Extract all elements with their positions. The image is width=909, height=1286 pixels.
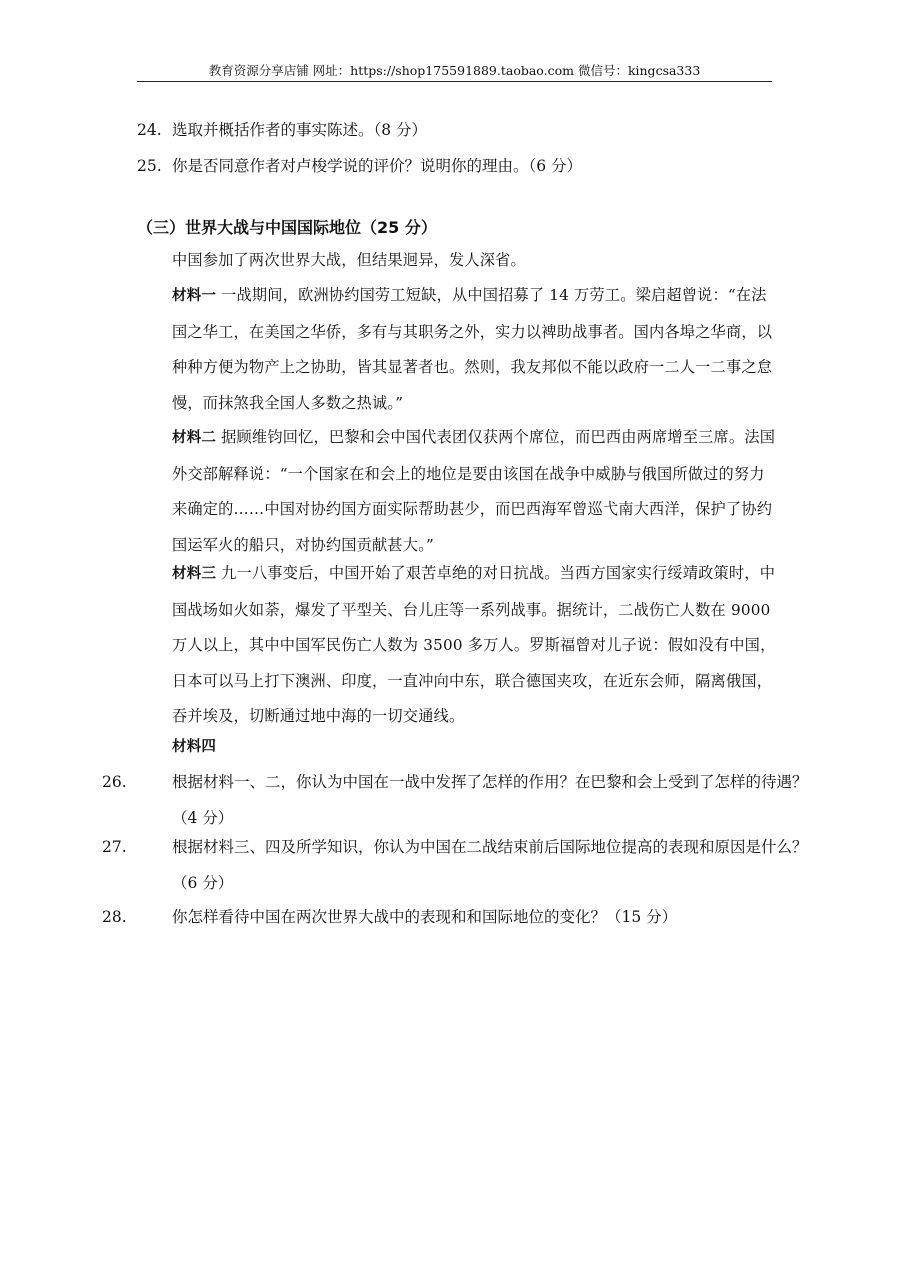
question-text: 你是否同意作者对卢梭学说的评价？说明你的理由。（6 分） (172, 157, 583, 175)
material-label: 材料二 (172, 430, 217, 446)
question-text: 根据材料一、二，你认为中国在一战中发挥了怎样的作用？在巴黎和会上受到了怎样的待遇？（4 分） (172, 773, 808, 827)
material-3 (172, 556, 780, 735)
question-text: 根据材料三、四及所学知识，你认为中国在二战结束前后国际地位提高的表现和原因是什么？（6 分） (172, 838, 808, 892)
question-text: 选取并概括作者的事实陈述。（8 分） (172, 121, 428, 139)
material-text: 据顾维钧回忆，巴黎和会中国代表团仅获两个席位，而巴西由两席增至三席。法国外交部解释说：“一个国家在和会上的地位是要由该国在战争中威胁与俄国所做过的努力来确定的……中国对协约国方面实际帮助甚少，而巴西海军曾巡弋南大西洋，保护了协约国运军火的船只，对协约国贡献甚大。” (172, 428, 776, 554)
question-number: 25. (137, 157, 162, 175)
question-number: 26. (102, 773, 127, 791)
question-27 (102, 829, 812, 901)
question-24 (137, 112, 777, 148)
page-header: 教育资源分享店铺 网址：https://shop175591889.taobao.com 微信号：kingcsa333 (208, 63, 701, 78)
section-title: （三）世界大战与中国国际地位（25 分） (137, 218, 437, 237)
question-text: 你怎样看待中国在两次世界大战中的表现和和国际地位的变化？（15 分） (172, 908, 678, 926)
question-26 (102, 764, 812, 836)
material-4 (172, 729, 780, 766)
material-1 (172, 278, 780, 421)
header-divider (137, 81, 772, 82)
question-number: 24. (137, 121, 162, 139)
question-number: 28. (102, 908, 127, 926)
material-2 (172, 420, 780, 563)
material-label: 材料三 (172, 566, 217, 582)
material-text: 一战期间，欧洲协约国劳工短缺，从中国招募了 14 万劳工。梁启超曾说：“在法国之华工，在美国之华侨，多有与其职务之外，实力以裨助战事者。国内各埠之华商，以种种方便为物产上之协助，皆其显著者也。然则，我友邦似不能以政府一二人一二事之怠慢，而抹煞我全国人多数之热诚。” (172, 286, 773, 412)
question-28 (102, 899, 812, 935)
material-label: 材料一 (172, 288, 217, 304)
question-number: 27. (102, 838, 127, 856)
material-text: 九一八事变后，中国开始了艰苦卓绝的对日抗战。当西方国家实行绥靖政策时，中国战场如火如荼，爆发了平型关、台儿庄等一系列战事。据统计，二战伤亡人数在 9000 万人以上，其中中国军民伤亡人数为 3500 多万人。罗斯福曾对儿子说：假如没有中国，日本可以马上打下澳洲、印度，一直冲向中东，联合德国夹攻，在近东会师，隔离俄国，吞并埃及，切断通过地中海的一切交通线。 (172, 564, 776, 725)
question-25 (137, 148, 777, 184)
material-label: 材料四 (172, 739, 217, 755)
section-intro: 中国参加了两次世界大战，但结果迥异，发人深省。 (172, 251, 526, 269)
